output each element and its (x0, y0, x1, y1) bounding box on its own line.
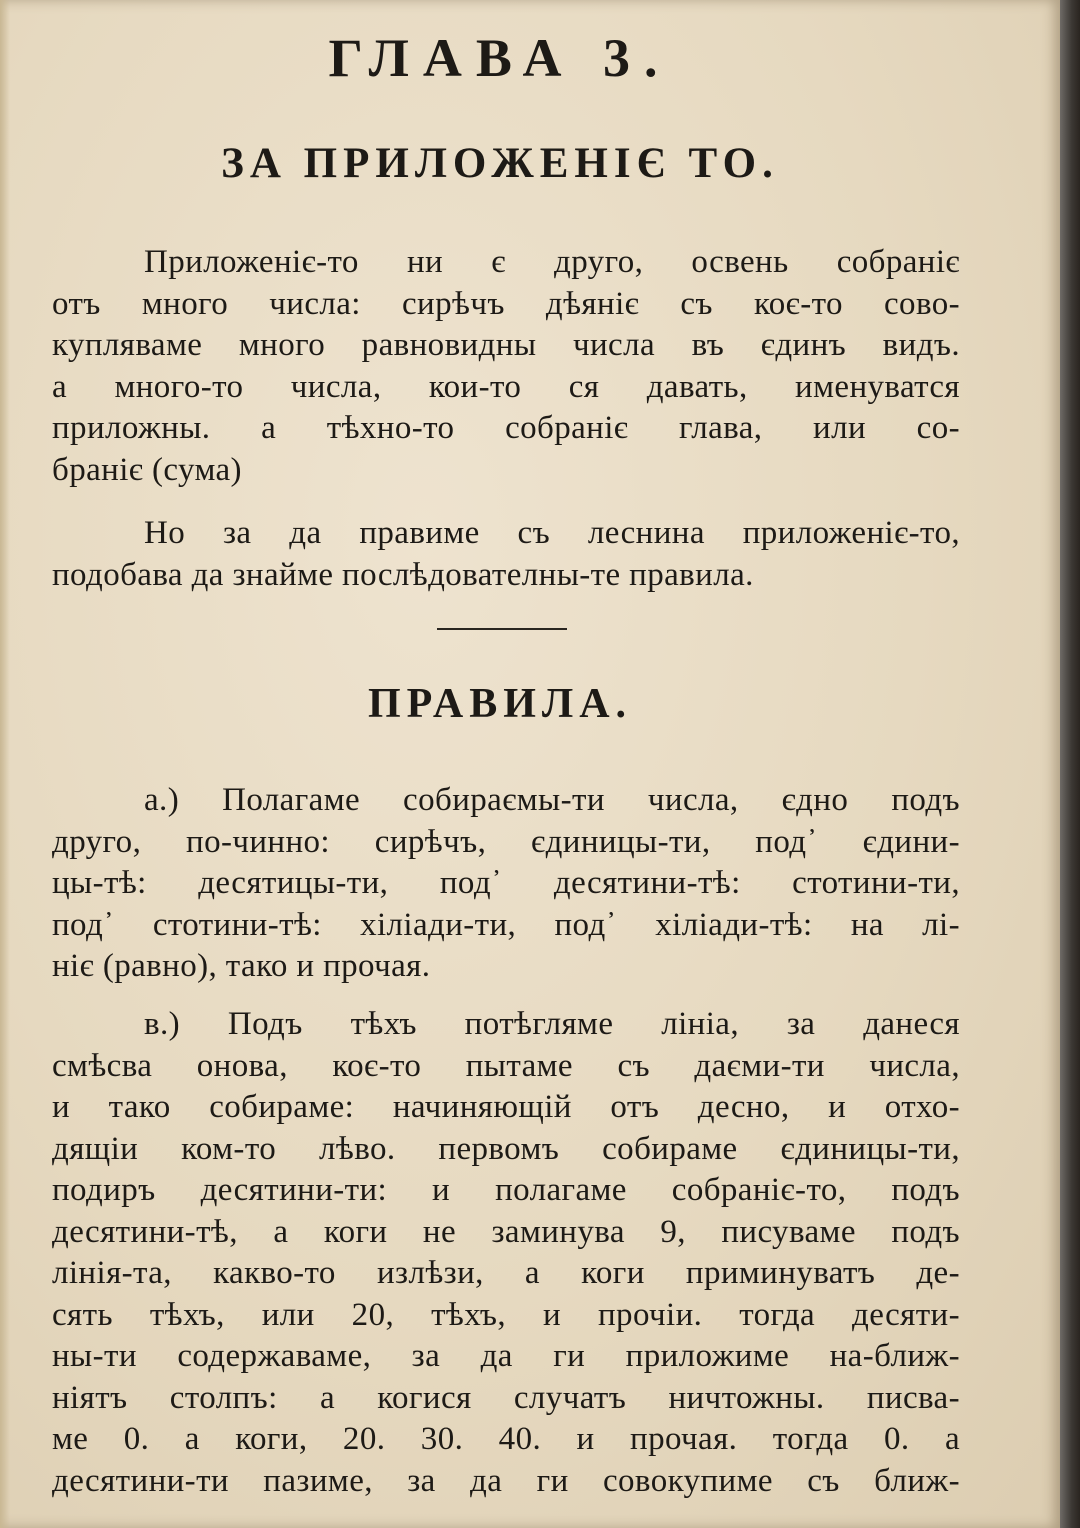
text-line: ны-ти содержаваме, за да ги приложиме на-ближ- (52, 1338, 960, 1374)
text-line: ніятъ столпъ: а когися случатъ ничтожны. писва- (52, 1379, 960, 1416)
text-line: а.) Полагаме собираємы-ти числа, єдно подъ (144, 782, 960, 818)
text-line: десятини-ти пазиме, за да ги совокупиме съ ближ- (52, 1462, 960, 1499)
paragraph-intro (52, 242, 960, 491)
chapter-subtitle: ЗА ПРИЛОЖЕНІЄ ТО. (221, 140, 779, 187)
text-line: в.) Подъ тѣхъ потѣгляме лініа, за данеся (144, 1006, 960, 1042)
rule-b-paragraph (52, 1004, 960, 1502)
text-line: приложны. а тѣхно-то собраніє глава, или со- (52, 410, 960, 446)
text-line: сять тѣхъ, или 20, тѣхъ, и прочіи. тогда десяти- (52, 1296, 960, 1333)
text-line: Приложеніє-то ни є друго, освень собраніє (144, 244, 960, 280)
text-line: смѣсва онова, коє-то пытаме съ даєми-ти числа, (52, 1047, 960, 1084)
text-line: подиръ десятини-ти: и полагаме собраніє-то, подъ (52, 1172, 960, 1208)
text-line: лінія-та, какво-то излѣзи, а коги приминуватъ де- (52, 1255, 960, 1291)
section-heading: ПРАВИЛА. (367, 681, 633, 727)
text-line: подобава да знайме послѣдователны-те правила. (52, 556, 754, 593)
text-line: под᾿ стотини-тѣ: хіліади-ти, под᾿ хіліади-тѣ: на лі- (52, 906, 960, 943)
page-left-edge (0, 0, 10, 1528)
rule-a-paragraph (52, 780, 960, 988)
text-line: отъ много числа: сирѣчъ дѣяніє съ коє-то сово- (52, 285, 960, 322)
text-line: купляваме много равновидны числа въ єдинъ видъ. (52, 327, 960, 363)
text-line: и тако собираме: начиняющій отъ десно, и отхо- (52, 1089, 960, 1125)
chapter-heading: ГЛАВА 3. (328, 28, 672, 88)
text-line: Но за да правиме съ леснина приложеніє-то, (144, 515, 960, 551)
text-line: ме 0. а коги, 20. 30. 40. и прочая. тогда 0. а (52, 1421, 960, 1457)
text-line: браніє (сума) (52, 451, 242, 488)
divider-rule (437, 628, 567, 630)
text-line: цы-тѣ: десятицы-ти, под᾿ десятини-тѣ: стотини-ти, (52, 865, 960, 901)
text-line: а много-то числа, кои-то ся давать, именуватся (52, 368, 960, 405)
paragraph-rules-intro (52, 513, 960, 596)
text-line: друго, по-чинно: сирѣчъ, єдиницы-ти, под᾿ єдини- (52, 823, 960, 860)
text-line: ніє (равно), тако и прочая. (52, 948, 431, 984)
text-line: дящіи ком-то лѣво. первомъ собираме єдиницы-ти, (52, 1130, 960, 1167)
text-line: десятини-тѣ, а коги не заминува 9, писуваме подъ (52, 1213, 960, 1250)
book-spine-shadow (1060, 0, 1080, 1528)
